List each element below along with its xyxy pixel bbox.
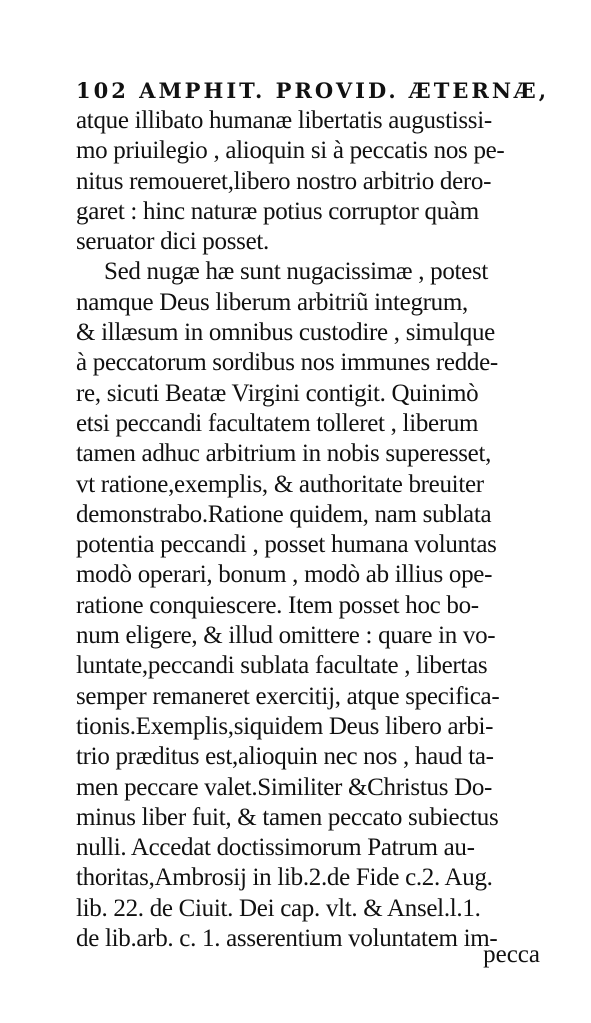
- text-line: modò operari, bonum , modò ab illius ope-: [76, 561, 493, 589]
- text-line: tamen adhuc arbitrium in nobis superesset,: [76, 440, 492, 468]
- main-text: [76, 106, 546, 954]
- text-line: lib. 22. de Ciuit. Dei cap. vlt. & Ansel.l.1.: [76, 894, 481, 922]
- text-line: à peccatorum sordibus nos immunes redde-: [76, 349, 498, 377]
- text-line: men peccare valet.Similiter &Christus Do-: [76, 773, 493, 801]
- text-line: trio præditus est,alioquin nec nos , haud ta-: [76, 743, 494, 771]
- text-line: thoritas,Ambrosij in lib.2.de Fide c.2. Aug.: [76, 864, 493, 892]
- text-line: etsi peccandi facultatem tolleret , liberum: [76, 409, 479, 437]
- text-line: namque Deus liberum arbitriũ integrum,: [76, 288, 468, 316]
- text-line: mo priuilegio , alioquin si à peccatis nos pe-: [76, 137, 505, 165]
- text-line: semper remaneret exercitij, atque specifica-: [76, 682, 500, 710]
- text-line: seruator dici posset.: [76, 228, 269, 256]
- text-line: Sed nugæ hæ sunt nugacissimæ , potest: [104, 258, 489, 286]
- text-line: de lib.arb. c. 1. asserentium voluntatem im-: [76, 925, 498, 953]
- running-head: 102 AMPHIT. PROVID. ÆTERNÆ,: [76, 78, 550, 103]
- text-line: ratione conquiescere. Item posset hoc bo-: [76, 591, 479, 619]
- text-line: num eligere, & illud omittere : quare in vo-: [76, 622, 496, 650]
- catchword: pecca: [483, 941, 540, 968]
- text-line: & illæsum in omnibus custodire , simulque: [76, 319, 495, 347]
- text-line: luntate,peccandi sublata facultate , libertas: [76, 652, 488, 680]
- text-line: garet : hinc naturæ potius corruptor quàm: [76, 197, 479, 225]
- text-line: atque illibato humanæ libertatis augustissi-: [76, 107, 492, 134]
- text-line: demonstrabo.Ratione quidem, nam sublata: [76, 500, 492, 528]
- text-line: potentia peccandi , posset humana voluntas: [76, 531, 497, 559]
- text-line: tionis.Exemplis,siquidem Deus libero arbi-: [76, 712, 494, 740]
- text-line: nitus remoueret,libero nostro arbitrio dero-: [76, 167, 492, 195]
- text-line: vt ratione,exemplis, & authoritate breuiter: [76, 470, 484, 498]
- text-line: nulli. Accedat doctissimorum Patrum au-: [76, 834, 475, 862]
- text-line: re, sicuti Beatæ Virgini contigit. Quinimò: [76, 379, 479, 407]
- text-line: minus liber fuit, & tamen peccato subiectus: [76, 803, 499, 831]
